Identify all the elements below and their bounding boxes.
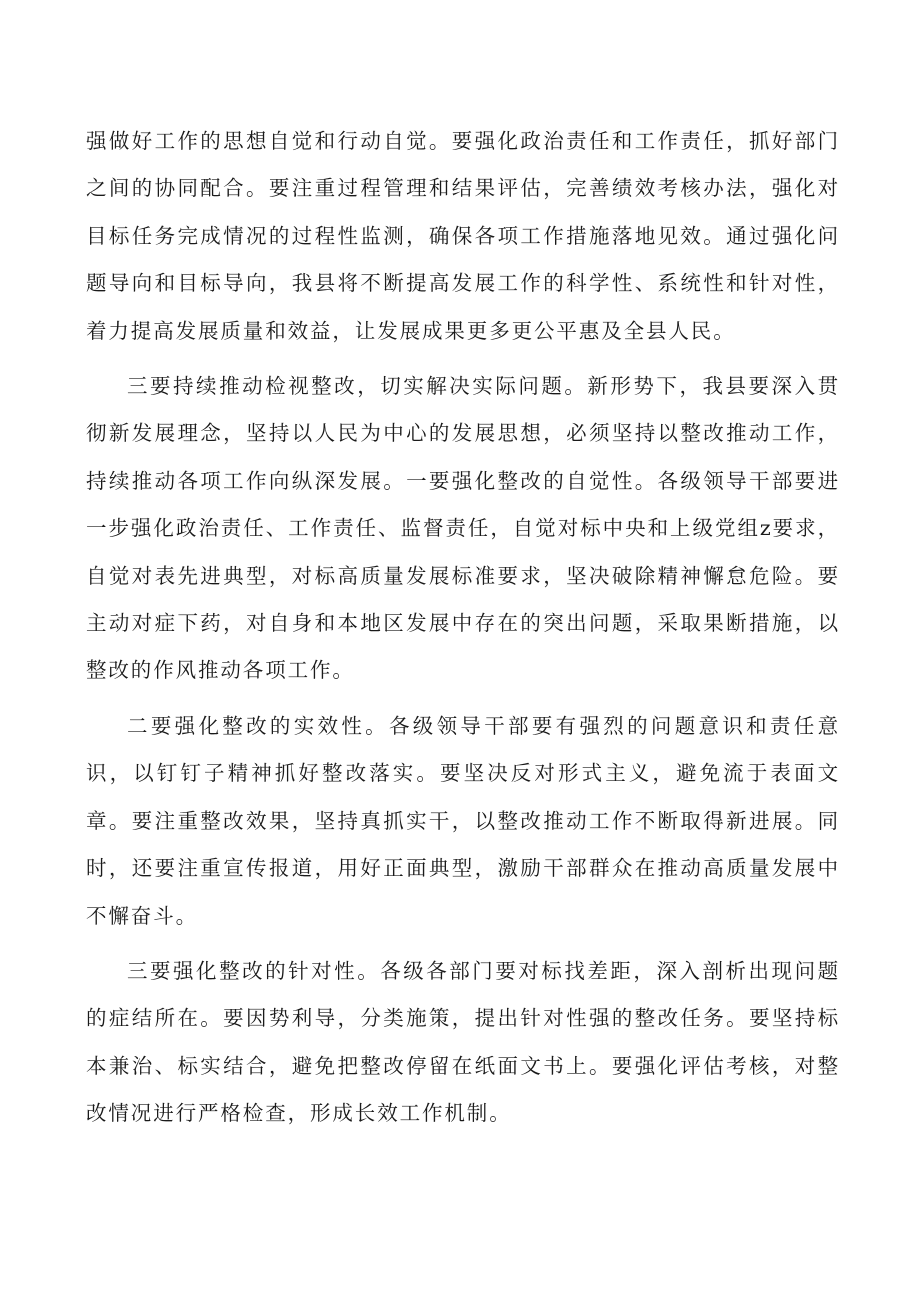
paragraph-rectification-overview: 三要持续推动检视整改，切实解决实际问题。新形势下，我县要深入贯彻新发展理念，坚持以人民为中心的发展思想，必须坚持以整改推动工作，持续推动各项工作向纵深发展。一要强化整改的自觉性。各级领导干部要进一步强化政治责任、工作责任、监督责任，自觉对标中央和上级党组z要求，自觉对表先进典型，对标高质量发展标准要求，坚决破除精神懈怠危险。要主动对症下药，对自身和本地区发展中存在的突出问题，采取果断措施，以整改的作风推动各项工作。: [86, 374, 840, 683]
document-body: [86, 118, 840, 1146]
paragraph-continuation: 强做好工作的思想自觉和行动自觉。要强化政治责任和工作责任，抓好部门之间的协同配合。要注重过程管理和结果评估，完善绩效考核办法，强化对目标任务完成情况的过程性监测，确保各项工作措施落地见效。通过强化问题导向和目标导向，我县将不断提高发展工作的科学性、系统性和针对性，着力提高发展质量和效益，让发展成果更多更公平惠及全县人民。: [86, 129, 840, 343]
paragraph-rectification-effectiveness: 二要强化整改的实效性。各级领导干部要有强烈的问题意识和责任意识，以钉钉子精神抓好整改落实。要坚决反对形式主义，避免流于表面文章。要注重整改效果，坚持真抓实干，以整改推动工作不断取得新进展。同时，还要注重宣传报道，用好正面典型，激励干部群众在推动高质量发展中不懈奋斗。: [86, 713, 840, 928]
paragraph-rectification-targeting: 三要强化整改的针对性。各级各部门要对标找差距，深入剖析出现问题的症结所在。要因势利导，分类施策，提出针对性强的整改任务。要坚持标本兼治、标实结合，避免把整改停留在纸面文书上。要强化评估考核，对整改情况进行严格检查，形成长效工作机制。: [86, 958, 840, 1126]
